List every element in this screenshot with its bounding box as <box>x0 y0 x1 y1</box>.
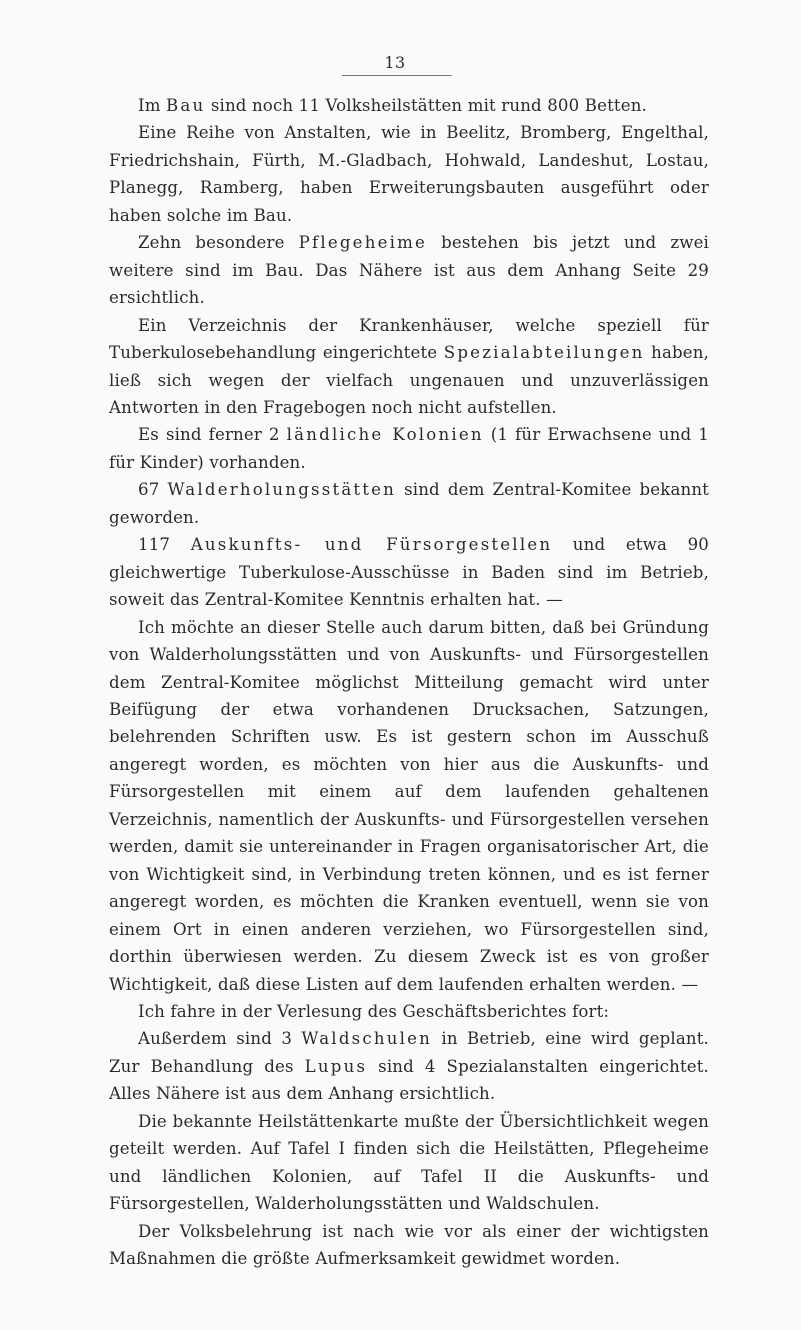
text-run: 117 <box>138 535 191 555</box>
text-run: und etwa 90 gleichwertige Tuberkulose-Ausschüsse in Baden sind im Betrieb, soweit das Zentral-Komitee Kenntnis erhalten hat. — <box>109 535 709 610</box>
text-run: in Betrieb, eine wird geplant. Zur Behandlung des <box>109 1029 709 1076</box>
paragraph-bau <box>109 92 709 119</box>
text-run: Im <box>138 96 167 115</box>
body-text <box>109 92 709 1272</box>
paragraph-verlesung <box>109 998 709 1025</box>
emphasis-spaced: Lupus <box>304 1056 368 1076</box>
text-run: Zehn besondere <box>138 233 299 253</box>
text-run: haben, ließ sich wegen der vielfach ungenauen und unzuverlässigen Antworten in den Fragebogen noch nicht aufstellen. <box>109 343 710 417</box>
text-run: Ich fahre in der Verlesung des Geschäftsberichtes fort: <box>138 1001 610 1021</box>
paragraph-waldschulen <box>109 1025 709 1107</box>
text-run: sind noch 11 Volksheilstätten mit rund 800 Betten. <box>205 96 647 115</box>
emphasis-spaced: Bau <box>166 96 206 115</box>
paragraph-spezialabteilungen <box>109 312 709 422</box>
text-run: bestehen bis jetzt und zwei weitere sind im Bau. Das Nähere ist aus dem Anhang Seite 29 ersichtlich. <box>109 233 709 308</box>
page-number-rule <box>342 75 452 76</box>
emphasis-spaced: Auskunfts- und Fürsorgestellen <box>190 535 553 555</box>
page-number: 13 <box>384 53 406 72</box>
text-run: 67 <box>138 480 168 500</box>
paragraph-anstalten <box>109 119 709 229</box>
text-run: Es sind ferner 2 <box>138 425 287 445</box>
emphasis-spaced: Pflegeheime <box>298 233 428 253</box>
text-run: Der Volksbelehrung ist nach wie vor als einer der wichtigsten Maßnahmen die größte Aufmerksamkeit gewidmet worden. <box>109 1221 709 1269</box>
paragraph-kolonien <box>109 421 709 476</box>
paragraph-heilstaettenkarte <box>109 1108 709 1218</box>
text-run: Außerdem sind 3 <box>138 1029 302 1049</box>
emphasis-spaced: ländliche Kolonien <box>286 425 484 445</box>
paragraph-volksbelehrung <box>109 1218 709 1273</box>
paragraph-pflegeheime <box>109 229 709 311</box>
emphasis-spaced: Walderholungsstätten <box>167 480 397 500</box>
text-run: sind dem Zentral-Komitee bekannt geworden. <box>109 480 710 527</box>
text-run: (1 für Erwachsene und 1 für Kinder) vorhanden. <box>109 425 709 472</box>
text-run: Die bekannte Heilstättenkarte mußte der Übersichtlichkeit wegen geteilt werden. Auf Tafel I finden sich die Heilstätten, Pflegeheime und ländlichen Kolonien, auf Tafel II die Auskunfts- und Fürsorgestellen, Walderholungsstätten und Waldschulen. <box>109 1111 709 1214</box>
text-run: Eine Reihe von Anstalten, wie in Beelitz, Bromberg, Engelthal, Friedrichshain, Fürth, M.-Gladbach, Hohwald, Landeshut, Lostau, Planegg, Ramberg, haben Erweiterungsbauten ausgeführt oder haben solche im Bau. <box>109 123 709 225</box>
paragraph-bitte <box>109 614 709 998</box>
text-run: Ich möchte an dieser Stelle auch darum bitten, daß bei Gründung von Walderholungsstätten und von Auskunfts- und Fürsorgestellen dem Zentral-Komitee möglichst Mitteilung gemacht wird unter Beifügung der etwa vorhandenen Drucksachen, Satzungen, belehrenden Schriften usw. Es ist gestern schon im Ausschuß angeregt worden, es möchten von hier aus die Auskunfts- und Fürsorgestellen mit einem auf dem laufenden gehaltenen Verzeichnis, namentlich der Auskunfts- und Fürsorgestellen versehen werden, damit sie untereinander in Fragen organisatorischer Art, die von Wichtigkeit sind, in Verbindung treten können, und es ist ferner angeregt worden, es möchten die Kranken eventuell, wenn sie von einem Ort in einen anderen verziehen, wo Fürsorgestellen sind, dorthin überwiesen werden. Zu diesem Zweck ist es von großer Wichtigkeit, daß diese Listen auf dem laufenden erhalten werden. — <box>109 617 709 994</box>
paragraph-auskunftsstellen <box>109 531 709 613</box>
emphasis-spaced: Waldschulen <box>301 1029 433 1049</box>
emphasis-spaced: Spezialabteilungen <box>443 343 645 363</box>
text-run: sind 4 Spezialanstalten eingerichtet. Alles Nähere ist aus dem Anhang ersichtlich. <box>109 1056 709 1104</box>
paragraph-walderholungsstaetten <box>109 476 709 531</box>
text-run: Ein Verzeichnis der Krankenhäuser, welche speziell für Tuberkulosebehandlung eingerichtete <box>109 315 709 363</box>
